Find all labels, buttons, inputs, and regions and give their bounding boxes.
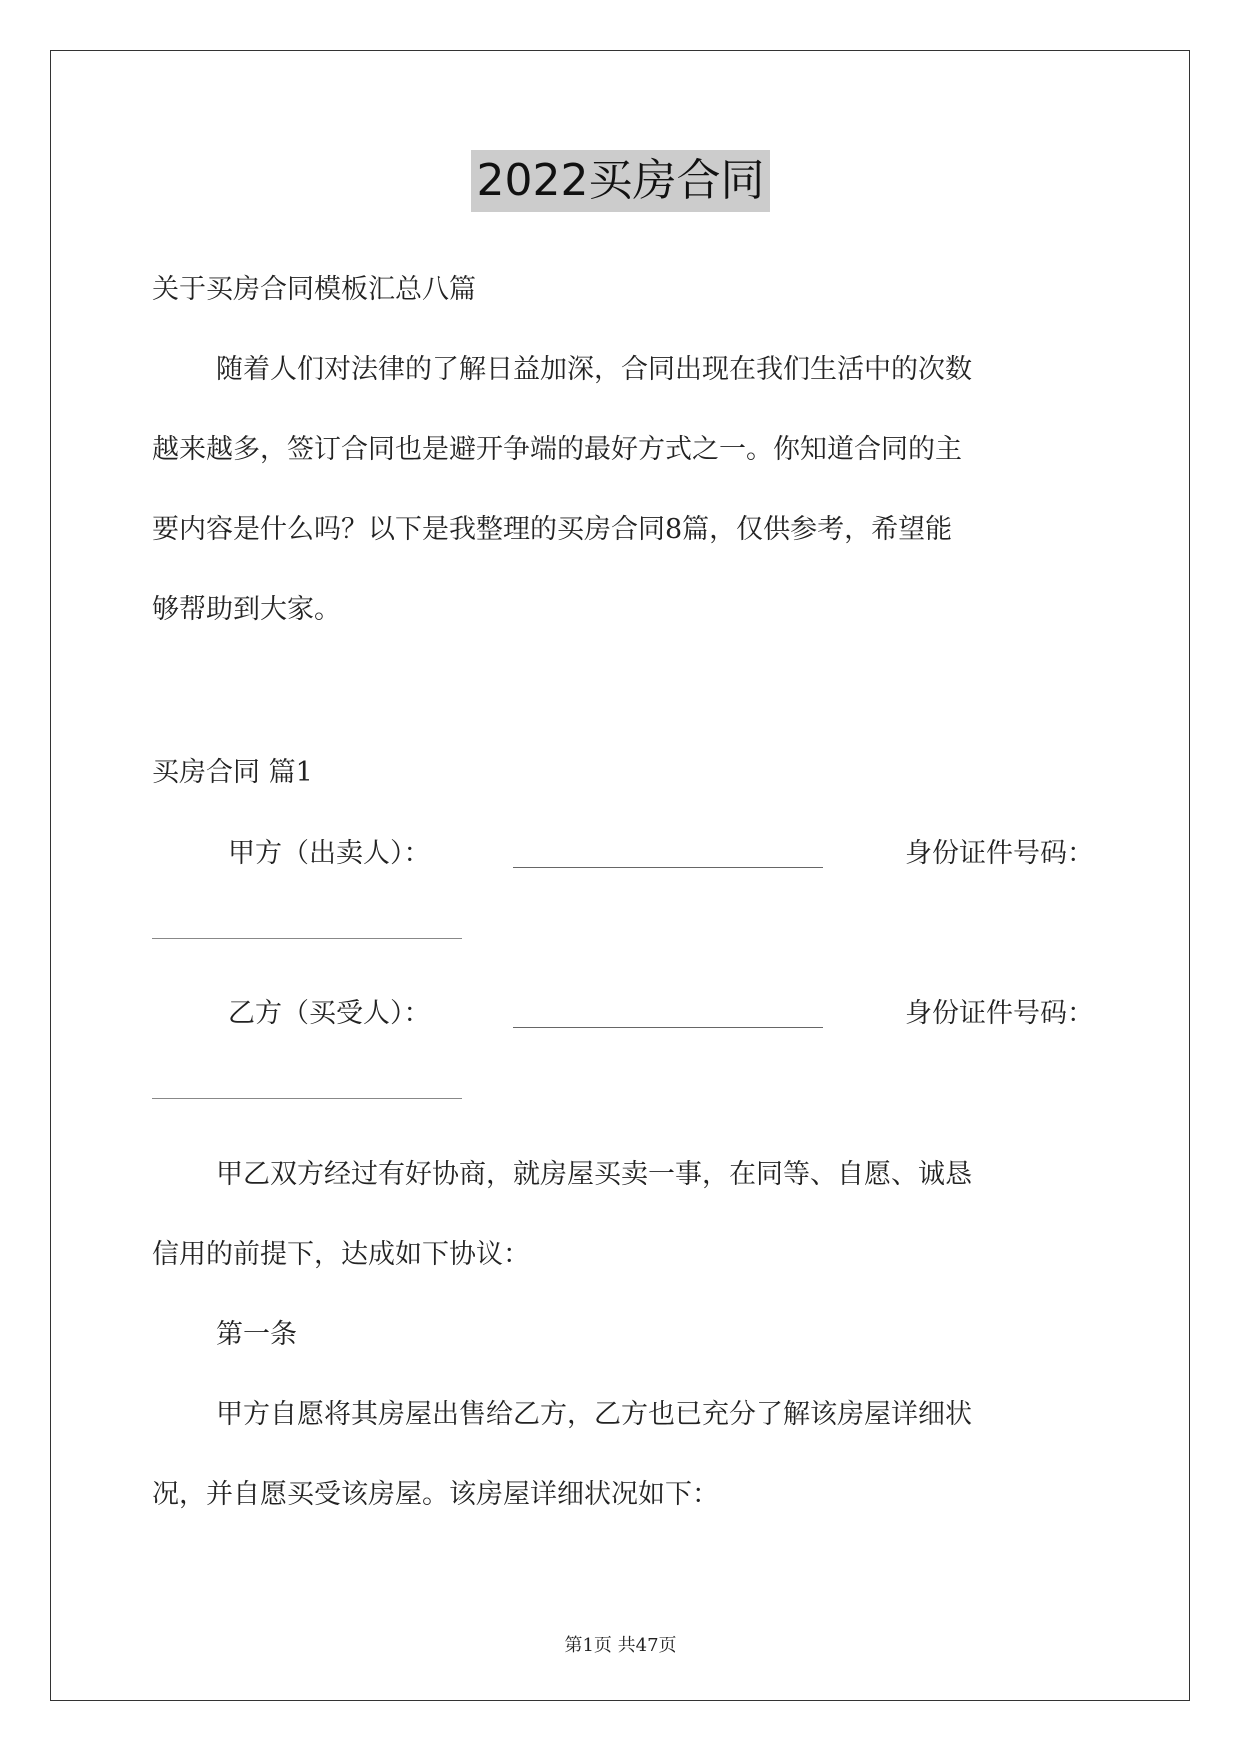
intro-line-1 — [216, 350, 1094, 390]
section-heading: 买房合同 篇1 — [152, 757, 313, 788]
party-a-id-blank[interactable] — [152, 938, 462, 939]
title-container — [0, 150, 1241, 212]
agreement-line-2: 信用的前提下，达成如下协议： — [152, 1239, 530, 1270]
intro-line-2: 越来越多，签订合同也是避开争端的最好方式之一。你知道合同的主 — [152, 434, 962, 465]
document-subtitle: 关于买房合同模板汇总八篇 — [152, 274, 476, 305]
clause-line-1: 甲方自愿将其房屋出售给乙方，乙方也已充分了解该房屋详细状 — [216, 1399, 972, 1430]
page-footer: 第1页 共47页 — [564, 1635, 677, 1656]
party-a-id-label: 身份证件号码： — [905, 838, 1094, 869]
agreement-line-1: 甲乙双方经过有好协商，就房屋买卖一事，在同等、自愿、诚恳 — [216, 1159, 972, 1190]
party-b-id-blank[interactable] — [152, 1098, 462, 1099]
party-b-label: 乙方（买受人）： — [228, 998, 431, 1029]
document-title: 2022买房合同 — [471, 150, 771, 212]
intro-line-4: 够帮助到大家。 — [152, 594, 341, 625]
party-a-row — [228, 834, 1094, 874]
party-b-name-blank[interactable] — [513, 1001, 823, 1028]
party-a-name-blank[interactable] — [513, 841, 823, 868]
article-heading: 第一条 — [216, 1319, 297, 1350]
intro-line-3: 要内容是什么吗？以下是我整理的买房合同8篇，仅供参考，希望能 — [152, 514, 953, 545]
clause-line-2: 况，并自愿买受该房屋。该房屋详细状况如下： — [152, 1479, 719, 1510]
party-b-id-label: 身份证件号码： — [905, 998, 1094, 1029]
party-a-label: 甲方（出卖人）： — [228, 838, 431, 869]
party-b-row — [228, 994, 1094, 1034]
intro-text-1: 随着人们对法律的了解日益加深，合同出现在我们生活中的次数 — [216, 354, 972, 385]
